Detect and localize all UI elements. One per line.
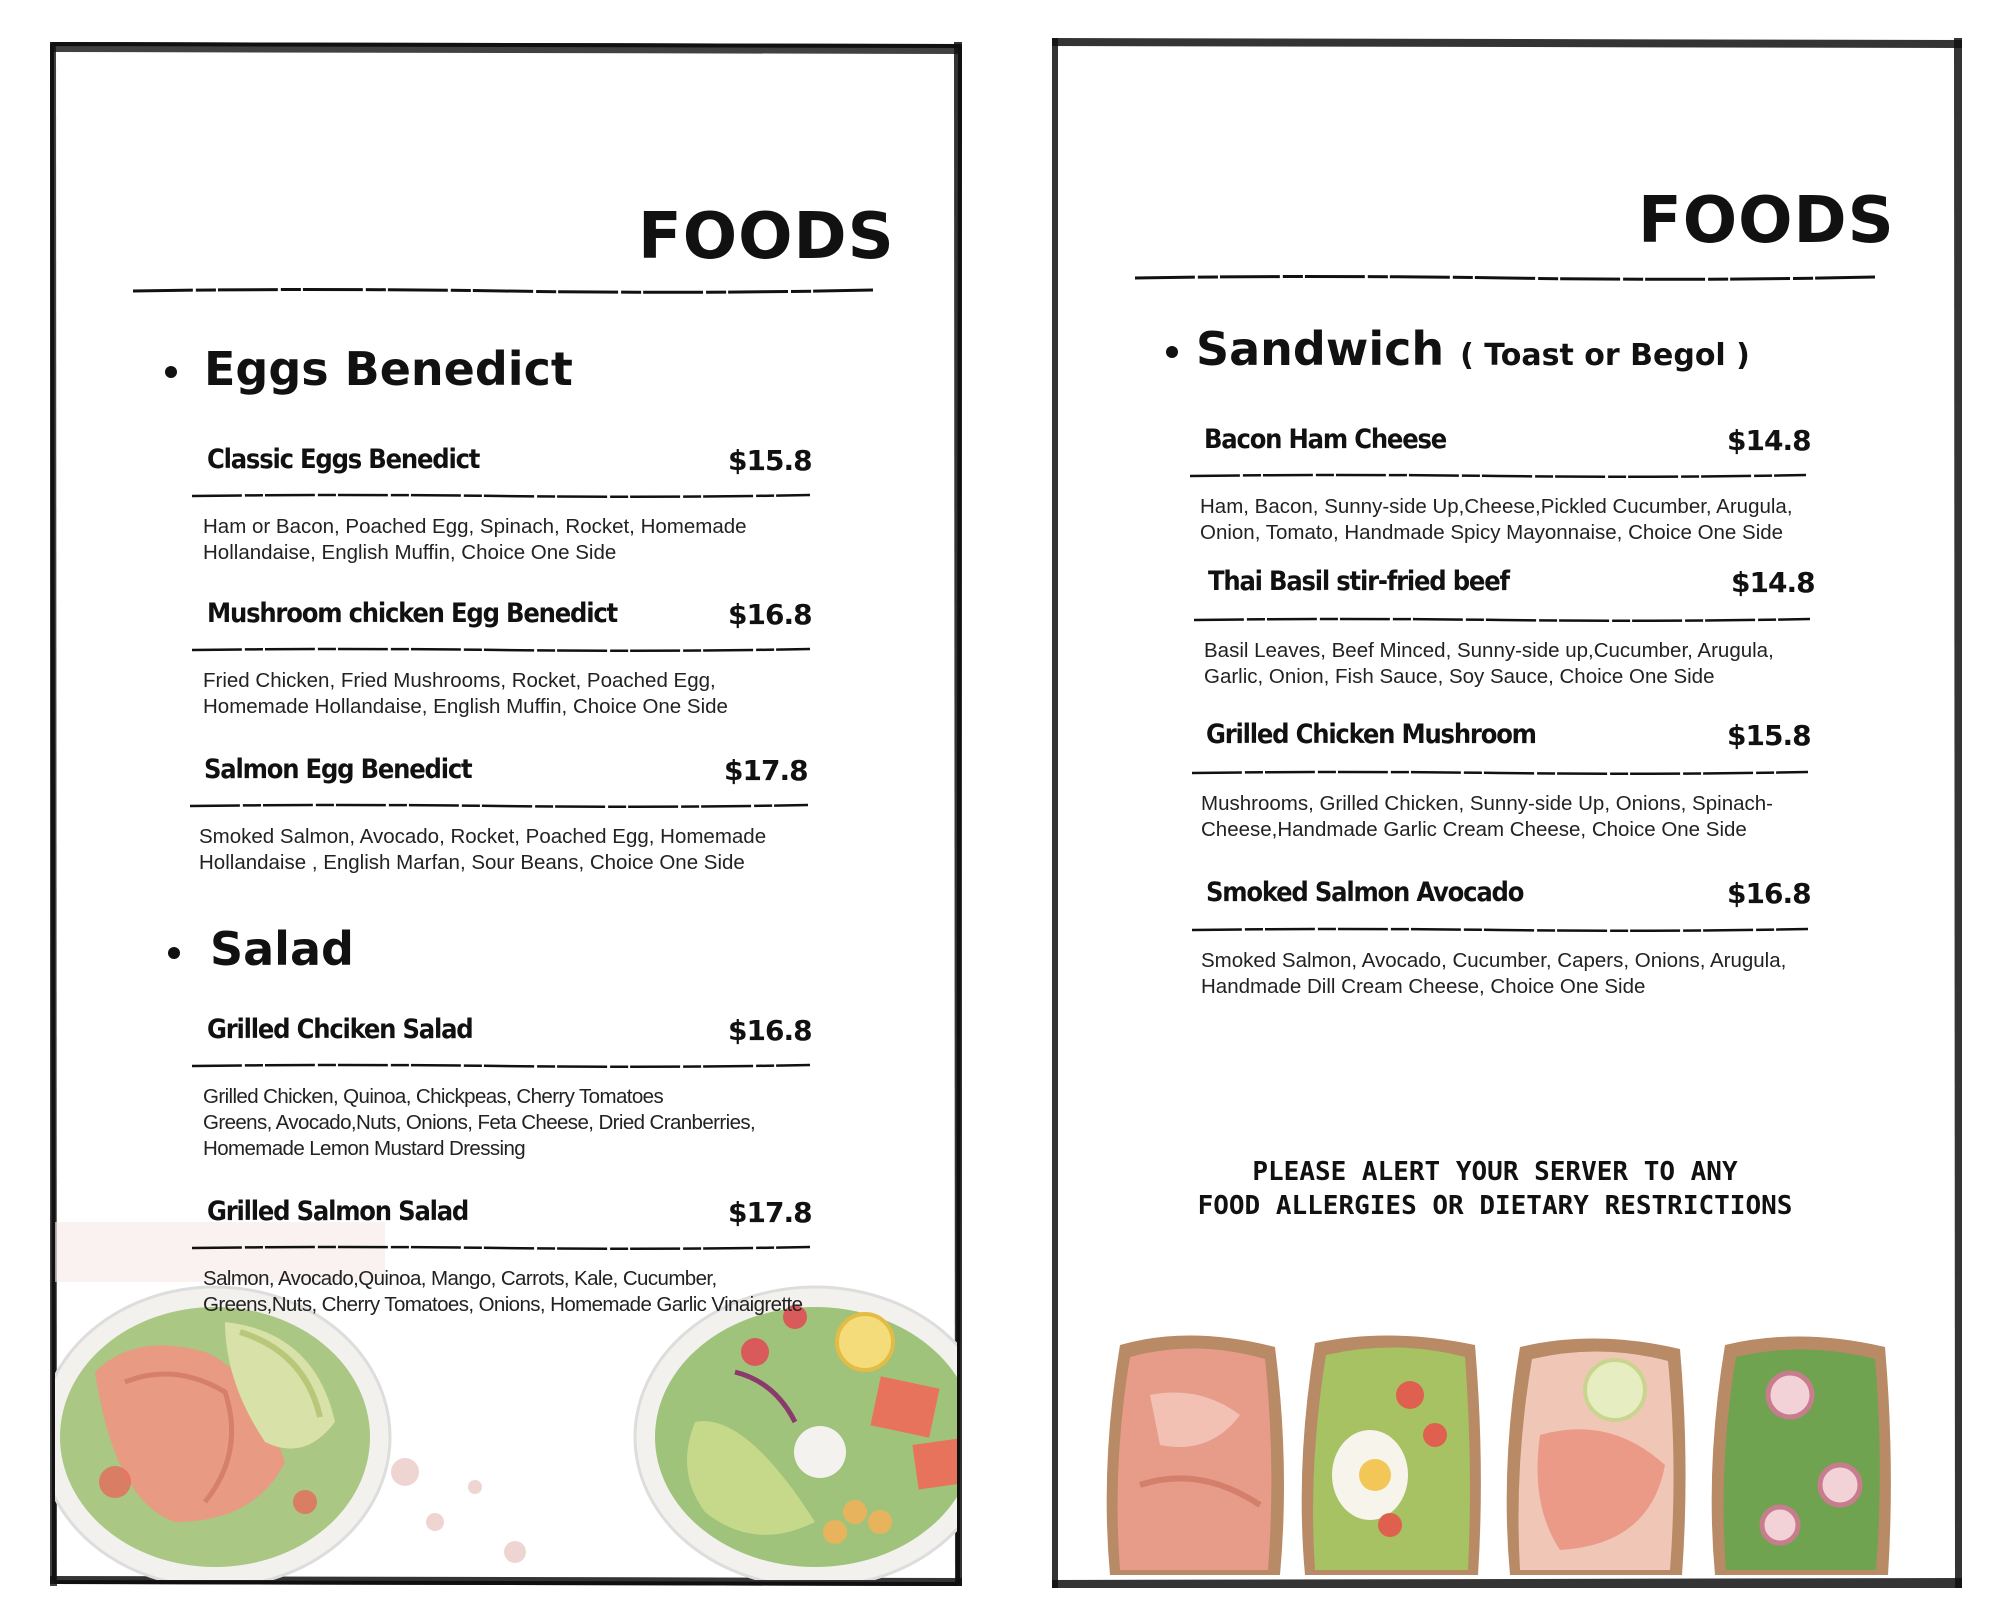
item-rule xyxy=(1190,473,1806,479)
section-bullet xyxy=(165,366,177,378)
menu-item-price: $16.8 xyxy=(1727,877,1811,910)
section-heading-sandwich xyxy=(1196,322,1750,376)
menu-item-price: $15.8 xyxy=(728,444,812,477)
menu-item-description: Fried Chicken, Fried Mushrooms, Rocket, Poached Egg, Homemade Hollandaise, English Muffin, Choice One Side xyxy=(203,669,728,718)
menu-item-price: $17.8 xyxy=(724,754,808,787)
menu-item-description: Salmon, Avocado,Quinoa, Mango, Carrots, Kale, Cucumber, Greens,Nuts, Cherry Tomatoes, Onions, Homemade Garlic Vinaigrette xyxy=(203,1267,803,1316)
page-title: FOODS xyxy=(1638,184,1895,258)
item-rule xyxy=(1192,770,1808,776)
page-title: FOODS xyxy=(638,200,895,274)
item-rule xyxy=(1192,927,1808,933)
menu-item-price: $14.8 xyxy=(1731,566,1815,599)
menu-item-description: Basil Leaves, Beef Minced, Sunny-side up,Cucumber, Arugula, Garlic, Onion, Fish Sauce, Soy Sauce, Choice One Side xyxy=(1204,639,1774,688)
section-heading-eggs-benedict: Eggs Benedict xyxy=(204,342,573,396)
menu-item-name: Grilled Chciken Salad xyxy=(207,1014,473,1045)
menu-item-description: Smoked Salmon, Avocado, Rocket, Poached Egg, Homemade Hollandaise , English Marfan, Sour Beans, Choice One Side xyxy=(199,825,767,874)
menu-item-price: $15.8 xyxy=(1727,719,1811,752)
item-rule xyxy=(192,493,810,499)
title-rule xyxy=(1135,274,1877,282)
section-bullet xyxy=(168,947,180,959)
menu-item-description: Ham, Bacon, Sunny-side Up,Cheese,Pickled Cucumber, Arugula, Onion, Tomato, Handmade Spicy Mayonnaise, Choice One Side xyxy=(1200,495,1793,544)
allergy-notice: PLEASE ALERT YOUR SERVER TO ANY FOOD ALLERGIES OR DIETARY RESTRICTIONS xyxy=(1197,1157,1793,1221)
item-rule xyxy=(192,1063,810,1069)
item-rule xyxy=(192,1245,810,1251)
menu-item-price: $14.8 xyxy=(1727,424,1811,457)
menu-item-price: $16.8 xyxy=(728,1014,812,1047)
section-bullet xyxy=(1166,346,1178,358)
menu-item-description: Mushrooms, Grilled Chicken, Sunny-side Up, Onions, Spinach- Cheese,Handmade Garlic Cream Cheese, Choice One Side xyxy=(1201,792,1773,841)
section-heading-text: Sandwich xyxy=(1196,322,1445,376)
item-rule xyxy=(190,803,808,809)
toast-slices-illustration xyxy=(1090,1325,1920,1580)
menu-item-name: Grilled Salmon Salad xyxy=(207,1196,469,1227)
menu-item-name: Mushroom chicken Egg Benedict xyxy=(207,598,617,629)
section-heading-salad: Salad xyxy=(210,922,354,976)
menu-item-name: Thai Basil stir-fried beef xyxy=(1208,566,1509,597)
menu-item-price: $16.8 xyxy=(728,598,812,631)
menu-item-name: Bacon Ham Cheese xyxy=(1204,424,1447,455)
menu-item-description: Grilled Chicken, Quinoa, Chickpeas, Cherry Tomatoes Greens, Avocado,Nuts, Onions, Feta Cheese, Dried Cranberries, Homemade Lemon Mustard Dressing xyxy=(203,1085,756,1160)
item-rule xyxy=(192,647,810,653)
item-rule xyxy=(1194,617,1810,623)
section-subheading: ( Toast or Begol ) xyxy=(1460,338,1750,373)
menu-item-name: Grilled Chicken Mushroom xyxy=(1206,719,1536,750)
menu-item-price: $17.8 xyxy=(728,1196,812,1229)
title-rule xyxy=(133,287,875,295)
menu-item-description: Ham or Bacon, Poached Egg, Spinach, Rocket, Homemade Hollandaise, English Muffin, Choice One Side xyxy=(203,515,747,564)
menu-item-name: Salmon Egg Benedict xyxy=(204,754,472,785)
menu-item-name: Classic Eggs Benedict xyxy=(207,444,480,475)
menu-item-name: Smoked Salmon Avocado xyxy=(1206,877,1524,908)
menu-item-description: Smoked Salmon, Avocado, Cucumber, Capers, Onions, Arugula, Handmade Dill Cream Cheese, Choice One Side xyxy=(1201,949,1787,998)
